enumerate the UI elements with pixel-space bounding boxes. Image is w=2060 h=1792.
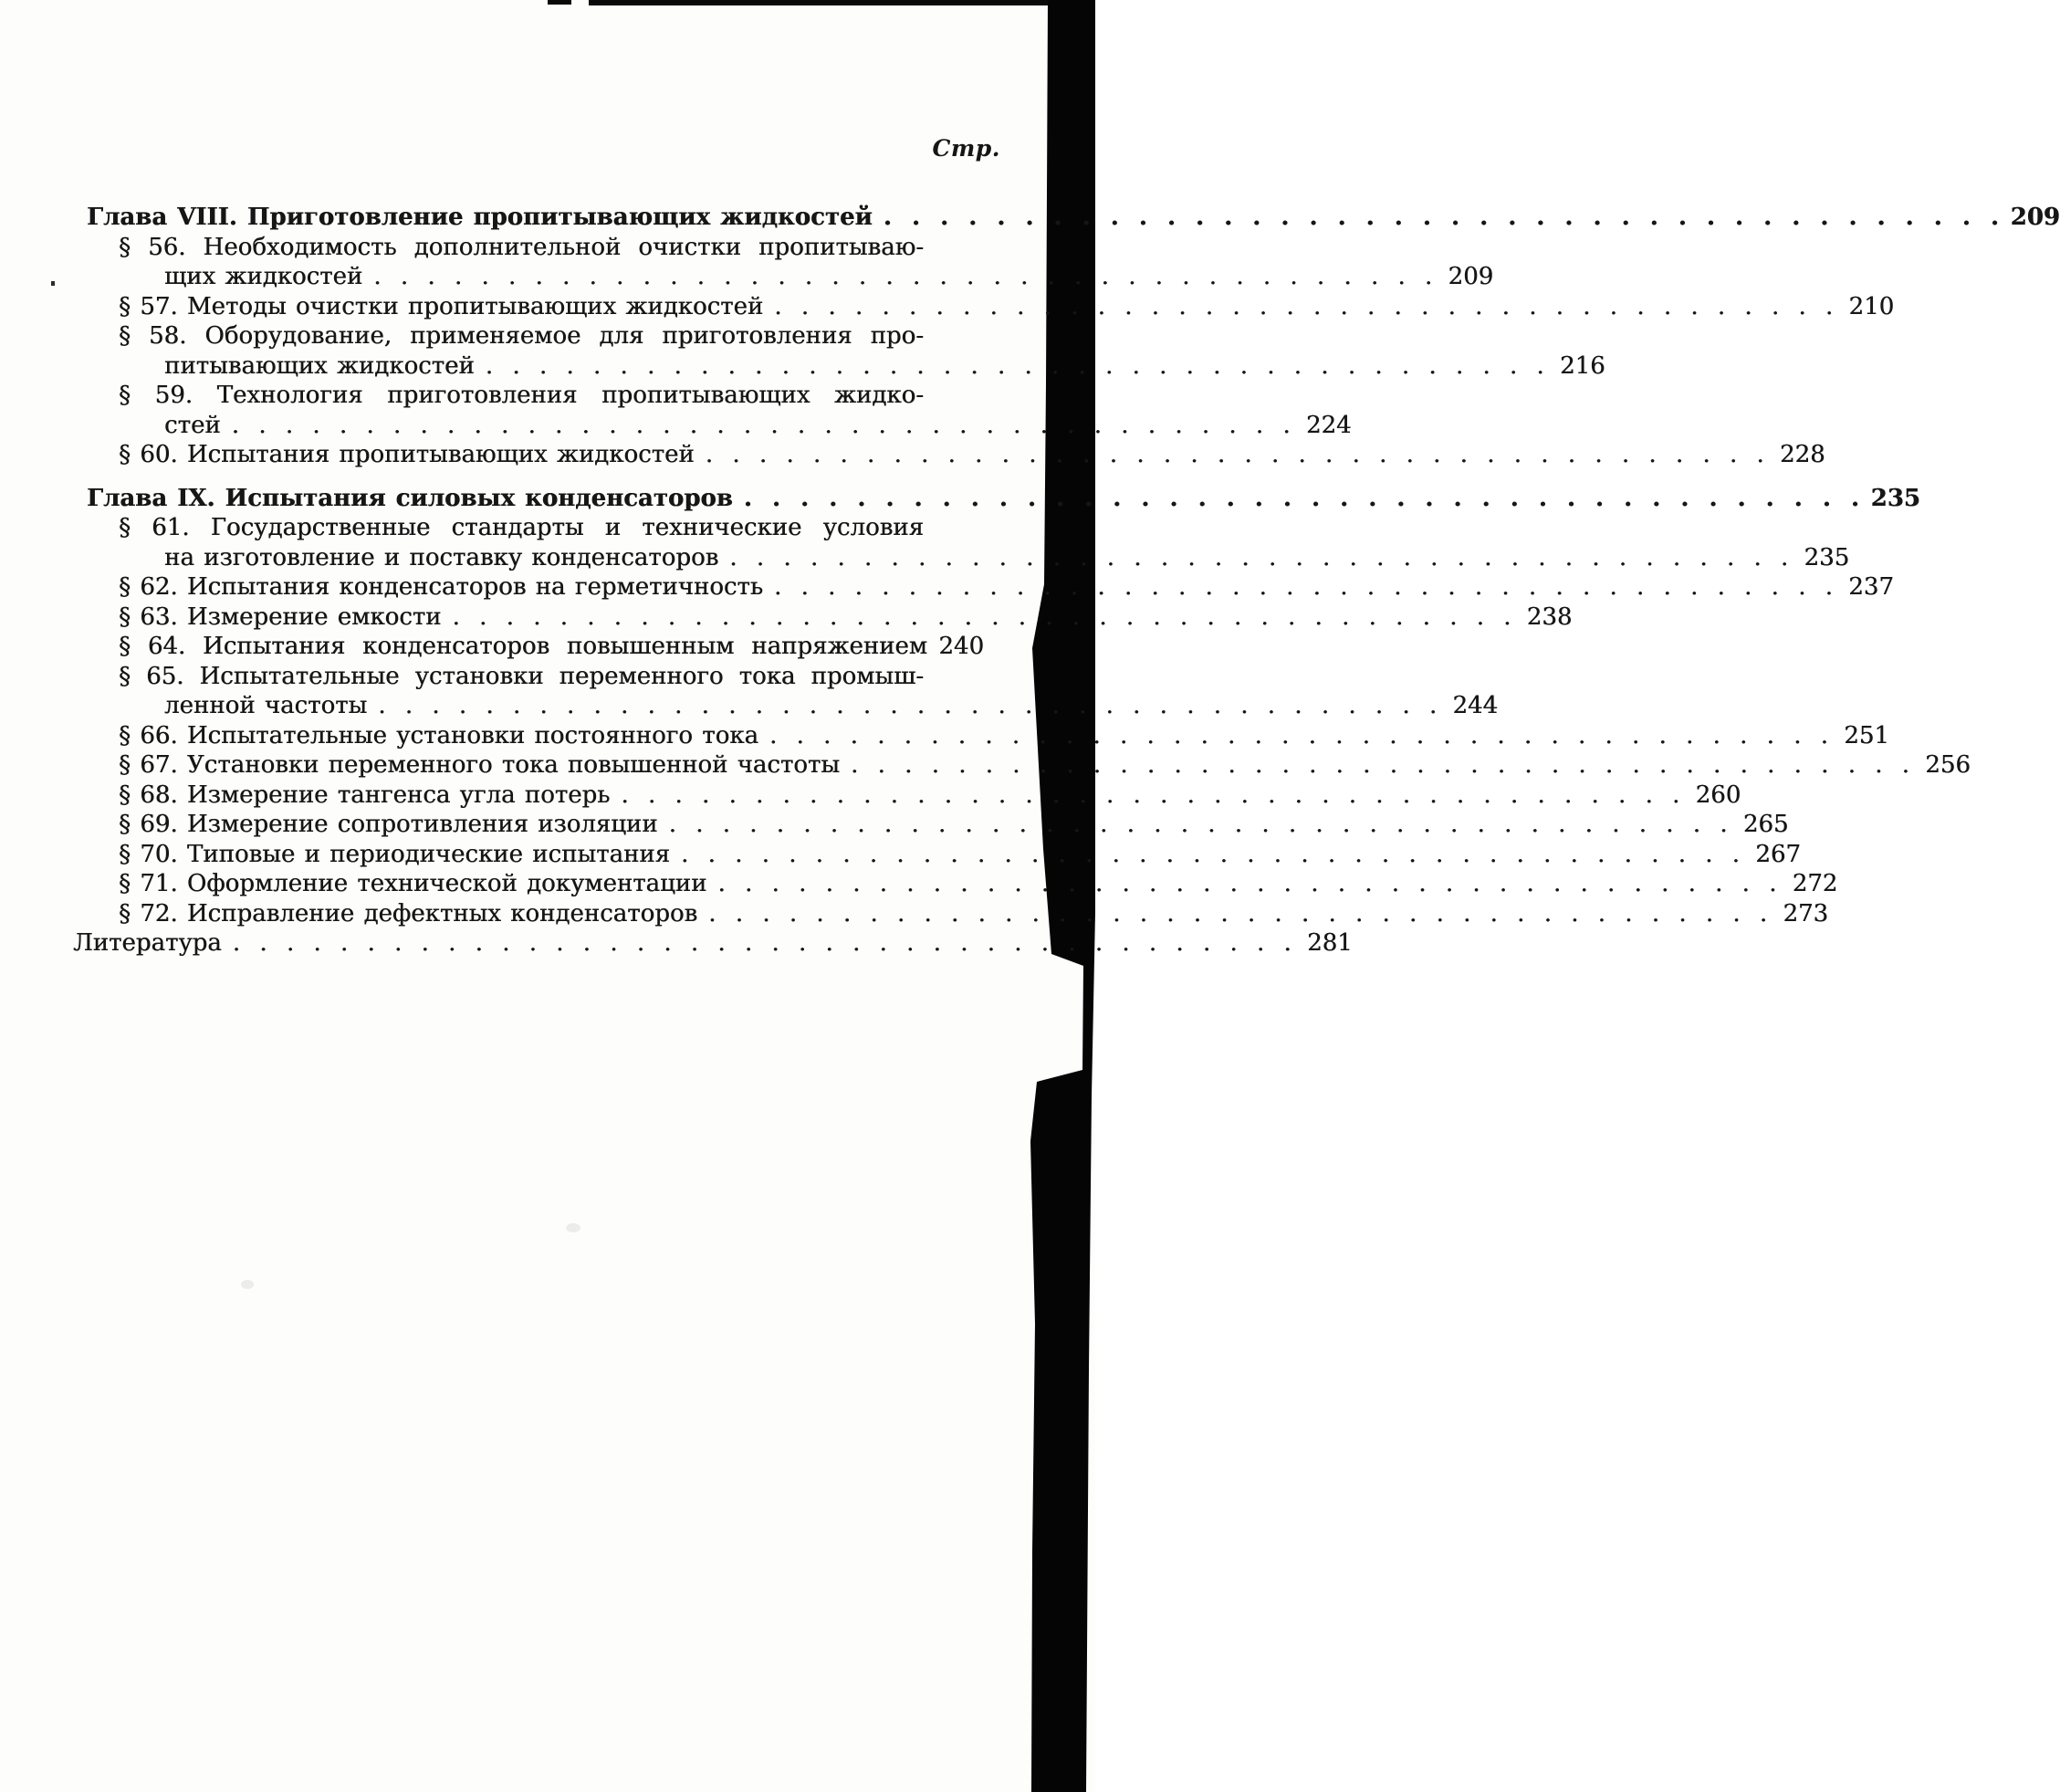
dot-leader: . . . . . . . . . . . . . . . . . . . . . . . . . . . . . . . . . . . . . . . . xyxy=(378,692,1438,719)
toc-row xyxy=(73,869,1838,899)
toc-entry-text: Литература xyxy=(73,929,222,957)
toc-row xyxy=(73,781,1741,811)
toc-entry-text: § 62. Испытания конденсаторов на герметичность xyxy=(119,573,763,601)
toc-entry-text: § 71. Оформление технической документации xyxy=(119,870,707,897)
toc-entry-text: § 63. Измерение емкости xyxy=(119,603,442,631)
dot-leader: . . . . . . . . . . . . . . . . . . . . . . . . . . . . . . . . . . . . . . . . xyxy=(705,441,1765,468)
toc-row xyxy=(73,203,2060,233)
page-number: 216 xyxy=(1560,351,1605,380)
dot-leader: . . . . . . . . . . . . . . . . . . . . . . . . . . . . . . . . . . . . . . . . xyxy=(668,811,1729,838)
page-number: 235 xyxy=(1870,484,1920,512)
toc-entry-text: § 61. Государственные стандарты и технические условия xyxy=(119,514,924,541)
scan-speck-artifact xyxy=(51,281,55,286)
table-of-contents xyxy=(73,203,2060,959)
scan-top-edge-strip-artifact xyxy=(589,0,1051,5)
toc-entry-text: § 66. Испытательные установки постоянного тока xyxy=(119,721,758,749)
toc-row xyxy=(73,662,984,692)
dot-leader: . . . . . . . . . . . . . . . . . . . . . . . . . . . . . . . . . . . . . . . . xyxy=(621,781,1681,809)
toc-row xyxy=(73,899,1829,929)
toc-row xyxy=(73,603,1573,633)
scan-smudge-artifact xyxy=(241,1280,254,1289)
page-number: 237 xyxy=(1848,573,1894,601)
dot-leader: . . . . . . . . . . . . . . . . . . . . . . . . . . . . . . . . . . . . . . . . xyxy=(850,751,1910,779)
dot-leader: . . . . . . . . . . . . . . . . . . . . . . . . . . . . . . . . . . . . . . . . xyxy=(373,263,1434,290)
toc-entry-text: § 64. Испытания конденсаторов повышенным напряжением xyxy=(119,633,927,660)
toc-row xyxy=(73,484,1920,514)
toc-row xyxy=(73,411,1352,441)
dot-leader: . . . . . . . . . . . . . . . . . . . . . . . . . . . . . . . . . . . . . . . . xyxy=(485,351,1545,380)
toc-row xyxy=(73,721,1889,751)
page-number: 224 xyxy=(1305,411,1352,439)
toc-entry-text: § 70. Типовые и периодические испытания xyxy=(119,840,671,868)
dot-leader: . . . . . . . . . . . . . . . . . . . . . . . . . . . . . . . . . . . . . . . . xyxy=(743,484,1860,512)
toc-row xyxy=(73,750,1971,781)
scan-smudge-artifact xyxy=(566,1223,580,1232)
dot-leader: . . . . . . . . . . . . . . . . . . . . . . . . . . . . . . . . . . . . . . . . xyxy=(774,292,1835,320)
toc-entry-text: на изготовление и поставку конденсаторов xyxy=(164,543,719,571)
toc-entry-text: питывающих жидкостей xyxy=(164,351,475,380)
page-number: 272 xyxy=(1792,870,1838,897)
page-number: 238 xyxy=(1526,603,1573,631)
toc-entry-text: Глава VIII. Приготовление пропитывающих жидкостей xyxy=(87,204,873,231)
page-number: 228 xyxy=(1780,441,1825,468)
dot-leader: . . . . . . . . . . . . . . . . . . . . . . . . . . . . . . . . . . . . . . . . xyxy=(231,411,1291,439)
page-number: 260 xyxy=(1695,781,1741,809)
page-number: 210 xyxy=(1848,292,1895,320)
toc-row xyxy=(73,691,1499,721)
toc-entry-text: щих жидкостей xyxy=(164,263,363,290)
toc-row xyxy=(73,292,1895,322)
toc-row xyxy=(73,572,1894,603)
toc-entry-text: Глава IX. Испытания силовых конденсаторов xyxy=(87,484,733,512)
page-number: 281 xyxy=(1307,929,1353,957)
page-number: 251 xyxy=(1844,721,1889,749)
toc-row xyxy=(73,440,1825,470)
dot-leader: . . . . . . . . . . . . . . . . . . . . . . . . . . . . . . . . . . . . . . . . xyxy=(452,603,1512,631)
page-number: 209 xyxy=(2010,204,2060,231)
toc-row xyxy=(73,928,1353,959)
dot-leader: . . . . . . . . . . . . . . . . . . . . . . . . . . . . . . . . . . . . . . . . xyxy=(717,870,1778,897)
toc-row xyxy=(73,513,984,543)
dot-leader: . . . . . . . . . . . . . . . . . . . . . . . . . . . . . . . . . . . . . . . . xyxy=(681,840,1741,868)
toc-row xyxy=(73,543,1850,573)
toc-row xyxy=(73,840,1801,870)
page-number: 267 xyxy=(1755,840,1801,868)
page-number: 209 xyxy=(1448,263,1494,290)
dot-leader: . . . . . . . . . . . . . . . . . . . . . . . . . . . . . . . . . . . . . . . . xyxy=(232,929,1292,957)
toc-entry-text: § 60. Испытания пропитывающих жидкостей xyxy=(119,441,695,468)
dot-leader: . . . . . . . . . . . . . . . . . . . . . . . . . . . . . . . . . . . . . . . . xyxy=(729,543,1790,571)
page-number: 244 xyxy=(1452,692,1499,719)
toc-entry-text: § 68. Измерение тангенса угла потерь xyxy=(119,781,611,809)
scan-top-edge-dash-artifact xyxy=(548,0,571,5)
toc-entry-text: § 67. Установки переменного тока повышенной частоты xyxy=(119,751,840,779)
toc-entry-text: стей xyxy=(164,411,221,439)
dot-leader: . . . . . . . . . . . . . . . . . . . . . . . . . . . . . . . . . . . . . . . . xyxy=(708,899,1769,927)
page-number: 273 xyxy=(1783,899,1829,927)
toc-row xyxy=(73,810,1789,840)
toc-entry-text: ленной частоты xyxy=(164,692,368,719)
toc-row xyxy=(73,233,984,263)
dot-leader: . . . . . . . . . . . . . . . . . . . . . . . . . . . . . . . . . . . . . . . . xyxy=(773,573,1834,601)
page-number: 265 xyxy=(1742,811,1789,838)
toc-entry-text: § 56. Необходимость дополнительной очистки пропитываю- xyxy=(119,233,924,261)
toc-row xyxy=(73,262,1494,292)
page-number: 235 xyxy=(1804,543,1850,571)
toc-entry-text: § 65. Испытательные установки переменного тока промыш- xyxy=(119,662,924,690)
toc-entry-text: § 58. Оборудование, применяемое для приготовления про- xyxy=(119,322,924,350)
toc-entry-text: § 59. Технология приготовления пропитывающих жидко- xyxy=(119,382,924,409)
page-number: 256 xyxy=(1925,751,1971,779)
dot-leader: . . . . . . . . . . . . . . . . . . . . . . . . . . . . . . . . . . . . . . . . xyxy=(883,204,2000,231)
page-number: 240 xyxy=(938,633,984,660)
toc-entry-text: § 69. Измерение сопротивления изоляции xyxy=(119,811,658,838)
dot-leader: . . . . . . . . . . . . . . . . . . . . . . . . . . . . . . . . . . . . . . . . xyxy=(769,721,1829,749)
toc-row xyxy=(73,632,984,662)
toc-row xyxy=(73,321,984,351)
toc-entry-text: § 57. Методы очистки пропитывающих жидкостей xyxy=(119,292,764,320)
toc-row xyxy=(73,351,1605,382)
toc-row xyxy=(73,381,984,411)
toc-entry-text: § 72. Исправление дефектных конденсаторов xyxy=(119,899,698,927)
page-number-column-header: Стр. xyxy=(932,135,1000,162)
